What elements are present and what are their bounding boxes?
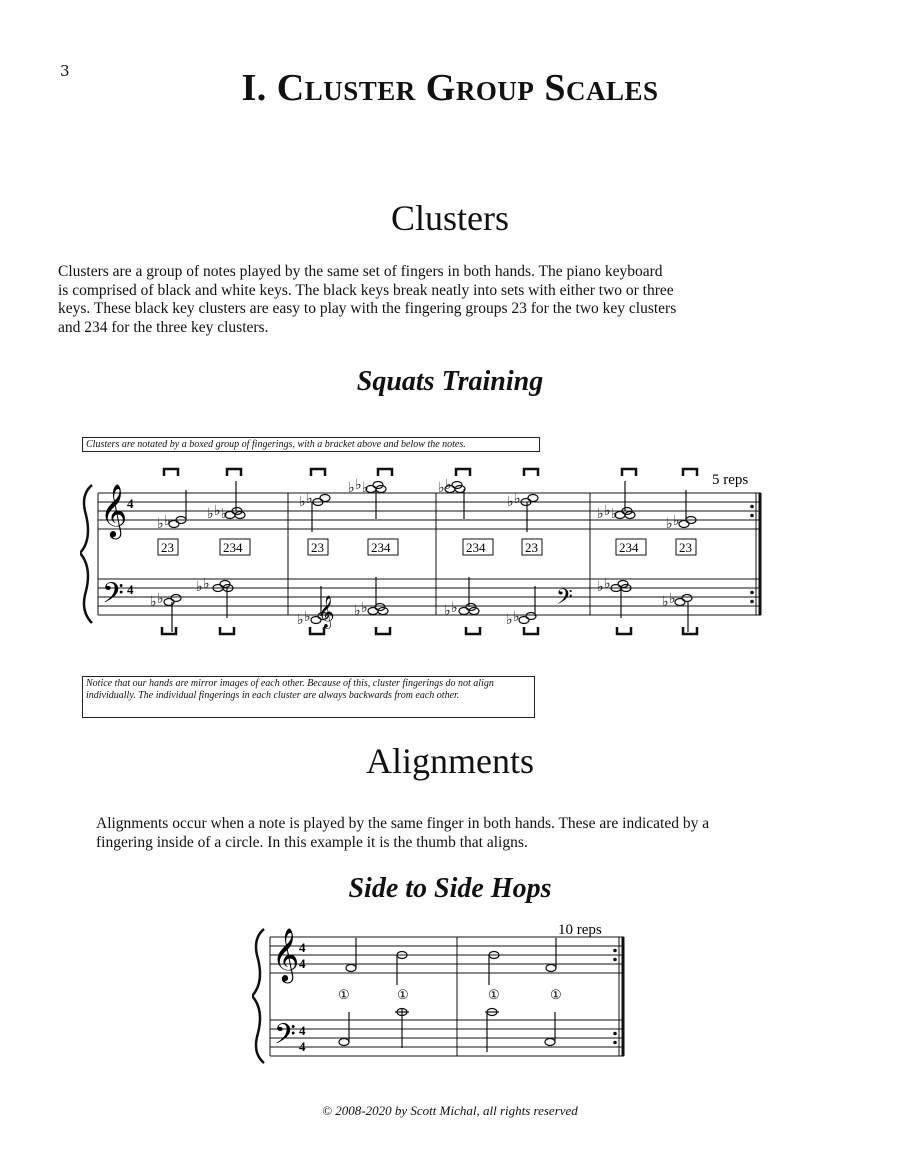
- flat: ♭: [604, 504, 611, 519]
- flat: ♭: [299, 495, 306, 510]
- note: [546, 965, 556, 972]
- flat: ♭: [438, 481, 445, 496]
- repeat-dot: [613, 958, 617, 962]
- clusters-paragraph: [58, 263, 858, 337]
- repeat-dot: [750, 505, 754, 509]
- note: [171, 595, 181, 602]
- repeat-dot: [613, 949, 617, 953]
- grand-staff-brace: [80, 485, 92, 623]
- note: [545, 1039, 555, 1046]
- bass-clef: 𝄢: [274, 1020, 296, 1057]
- repeat-dot: [613, 1041, 617, 1045]
- note: [339, 1039, 349, 1046]
- bass-notes: [164, 577, 692, 632]
- squats-training-score: [80, 455, 770, 645]
- time-signature-top: 4: [299, 1023, 306, 1038]
- circle-fingering: ①: [550, 987, 562, 1002]
- fingering-box: 234: [223, 540, 243, 555]
- fingering-boxes: [158, 539, 696, 555]
- cluster-notation-note: Clusters are notated by a boxed group of fingerings, with a bracket above and below the notes.: [82, 437, 540, 452]
- flat: ♭: [666, 517, 673, 532]
- grand-staff-brace: [252, 929, 264, 1063]
- flat: ♭: [445, 478, 452, 493]
- flat: ♭: [348, 481, 355, 496]
- note: [320, 495, 330, 502]
- flat: ♭: [203, 577, 210, 592]
- fingering-box: 23: [311, 540, 324, 555]
- clusters-paragraph-line: is comprised of black and white keys. The black keys break neatly into sets with either two or three: [58, 281, 674, 299]
- clusters-heading: Clusters: [390, 198, 509, 238]
- flat: ♭: [361, 601, 368, 616]
- cluster-brackets-bottom: [162, 627, 697, 634]
- bass-notes: [339, 1008, 555, 1052]
- repeat-dot: [613, 1032, 617, 1036]
- bass-clef-change: 𝄢: [556, 585, 573, 614]
- flat: ♭: [669, 592, 676, 607]
- note: [528, 495, 538, 502]
- bass-clef: 𝄢: [102, 579, 124, 616]
- flat: ♭: [354, 604, 361, 619]
- alignments-paragraph-line: Alignments occur when a note is played by the same finger in both hands. These are indicated by a: [96, 815, 710, 832]
- time-signature-top: 4: [299, 940, 306, 955]
- flat: ♭: [221, 507, 228, 522]
- flat: ♭: [507, 495, 514, 510]
- flat: ♭: [164, 514, 171, 529]
- repeat-dot: [750, 591, 754, 595]
- reps-label: 10 reps: [558, 922, 602, 938]
- flat: ♭: [514, 492, 521, 507]
- note: [682, 595, 692, 602]
- time-signature-top: 4: [127, 582, 134, 597]
- clusters-paragraph-line: Clusters are a group of notes played by the same set of fingers in both hands. The piano keyboard: [58, 263, 663, 280]
- flat: ♭: [611, 507, 618, 522]
- fingering-box: 234: [619, 540, 639, 555]
- flat: ♭: [362, 481, 369, 496]
- squats-training-title: Squats Training: [356, 366, 544, 397]
- flat: ♭: [157, 592, 164, 607]
- fingering-box: 23: [525, 540, 538, 555]
- cluster-brackets-top: [164, 469, 697, 476]
- flat: ♭: [597, 580, 604, 595]
- treble-clef: 𝄞: [272, 929, 300, 980]
- flat: ♭: [306, 492, 313, 507]
- flat: ♭: [451, 601, 458, 616]
- alignments-paragraph-line: fingering inside of a circle. In this example it is the thumb that aligns.: [96, 833, 528, 851]
- note: [368, 608, 378, 615]
- flat: ♭: [304, 610, 311, 625]
- clusters-paragraph-line: keys. These black key clusters are easy to play with the fingering groups 23 for the two key clusters: [58, 300, 677, 317]
- flat: ♭: [150, 595, 157, 610]
- treble-clef-change: 𝄞: [318, 597, 335, 628]
- time-signature-bottom: 4: [299, 956, 306, 971]
- note: [675, 599, 685, 606]
- alignments-heading: Alignments: [366, 741, 534, 781]
- repeat-dot: [750, 600, 754, 604]
- mirror-hands-note: Notice that our hands are mirror images of each other. Because of this, cluster fingerings do not align individually. The individual fingerings in each cluster are always backwards from each other.: [82, 676, 535, 718]
- fingering-box: 23: [161, 540, 174, 555]
- flat: ♭: [297, 613, 304, 628]
- time-signature-top: 4: [127, 496, 134, 511]
- side-to-side-hops-title: Side to Side Hops: [348, 873, 552, 904]
- chapter-title: I. Cluster Group Scales: [241, 67, 659, 109]
- bass-staff: [270, 1020, 624, 1056]
- fingering-box: 234: [371, 540, 391, 555]
- reps-label: 5 reps: [712, 472, 749, 488]
- treble-staff: [270, 937, 624, 973]
- flat: ♭: [506, 613, 513, 628]
- side-to-side-hops-score: [252, 915, 632, 1070]
- flat: ♭: [157, 517, 164, 532]
- clusters-paragraph-line: and 234 for the three key clusters.: [58, 318, 269, 336]
- treble-clef: 𝄞: [100, 485, 128, 536]
- flat: ♭: [214, 504, 221, 519]
- flat: ♭: [597, 507, 604, 522]
- treble-notes: [346, 938, 556, 985]
- flat: ♭: [207, 507, 214, 522]
- circle-fingering: ①: [397, 987, 409, 1002]
- circle-fingerings: [338, 987, 562, 1002]
- flat: ♭: [662, 595, 669, 610]
- copyright-footer: © 2008-2020 by Scott Michal, all rights reserved: [322, 1103, 578, 1118]
- fingering-box: 234: [466, 540, 486, 555]
- flat: ♭: [513, 610, 520, 625]
- note: [459, 608, 469, 615]
- note: [346, 965, 356, 972]
- flat: ♭: [196, 580, 203, 595]
- repeat-dot: [750, 514, 754, 518]
- circle-fingering: ①: [338, 987, 350, 1002]
- flat: ♭: [604, 577, 611, 592]
- treble-staff: [98, 493, 761, 529]
- note: [519, 617, 529, 624]
- fingering-box: 23: [679, 540, 692, 555]
- flat: ♭: [673, 514, 680, 529]
- page-number: 3: [60, 62, 70, 80]
- time-signature-bottom: 4: [299, 1039, 306, 1054]
- circle-fingering: ①: [488, 987, 500, 1002]
- alignments-paragraph: [96, 815, 856, 852]
- flat: ♭: [355, 478, 362, 493]
- flat: ♭: [444, 604, 451, 619]
- note: [679, 521, 689, 528]
